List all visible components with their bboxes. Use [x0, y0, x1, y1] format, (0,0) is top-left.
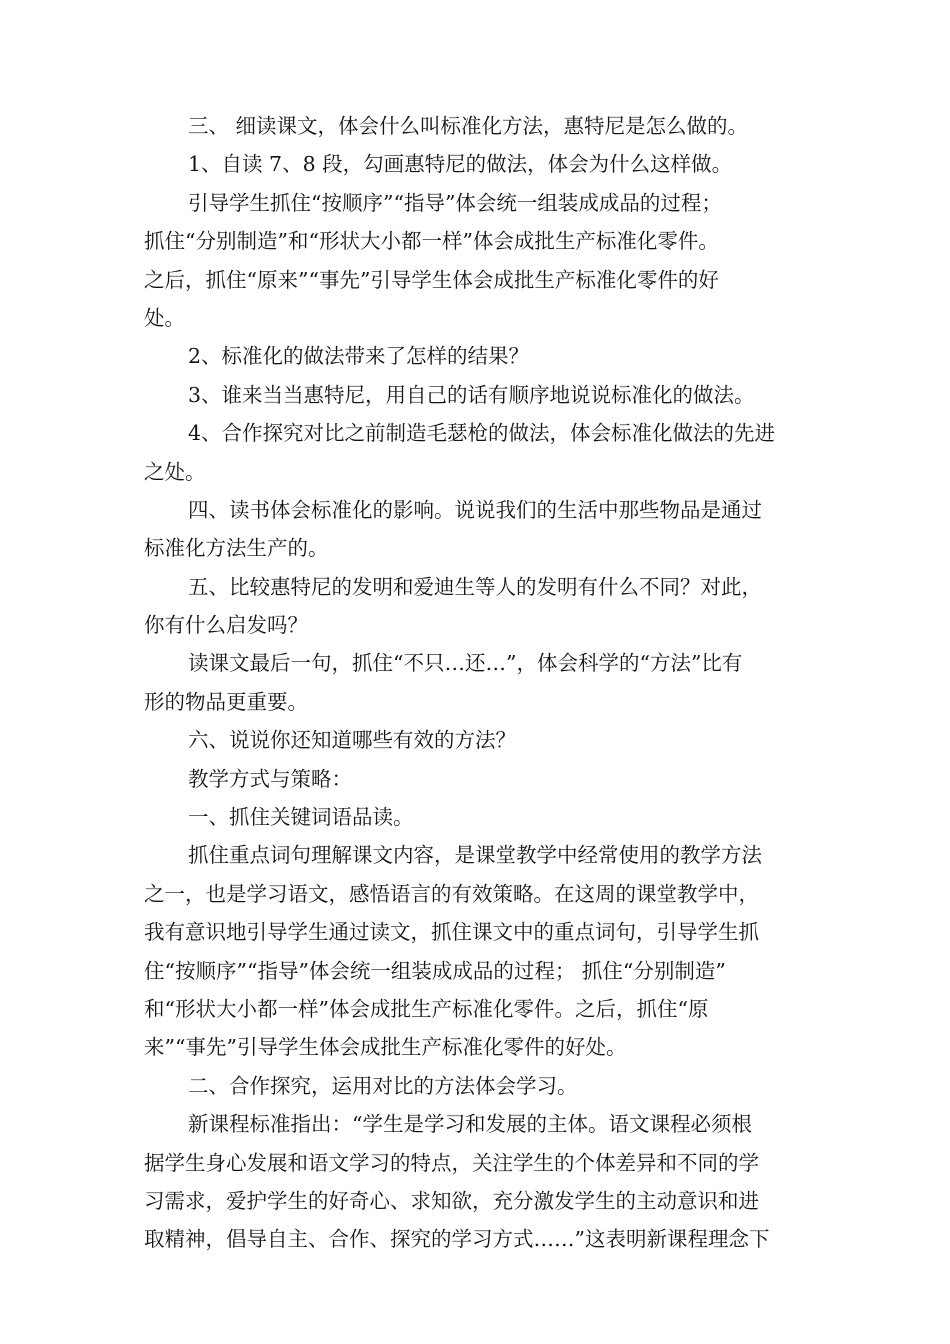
paragraph-line: 之后，抓住“原来”“事先”引导学生体会成批生产标准化零件的好: [144, 267, 719, 292]
paragraph-line: 和“形状大小都一样”体会成批生产标准化零件。之后，抓住“原: [144, 996, 709, 1021]
step-3: 3、谁来当当惠特尼，用自己的话有顺序地说说标准化的做法。: [188, 382, 755, 407]
paragraph-line: 你有什么启发吗？: [144, 613, 308, 638]
paragraph-line: 形的物品更重要。: [144, 689, 308, 714]
paragraph-line: 之处。: [144, 459, 206, 484]
paragraph-line: 读课文最后一句，抓住“不只…还…”，体会科学的“方法”比有: [188, 651, 743, 676]
paragraph-line: 抓住重点词句理解课文内容，是课堂教学中经常使用的教学方法: [188, 843, 762, 868]
paragraph-line: 处。: [144, 305, 185, 330]
paragraph-line: 标准化方法生产的。: [144, 536, 329, 561]
paragraph-line: 引导学生抓住“按顺序”“指导”体会统一组装成成品的过程；: [188, 190, 722, 215]
section-heading-6: 六、说说你还知道哪些有效的方法？: [188, 728, 516, 753]
step-2: 2、标准化的做法带来了怎样的结果？: [188, 344, 530, 369]
paragraph-line: 抓住“分别制造”和“形状大小都一样”体会成批生产标准化零件。: [144, 229, 719, 254]
paragraph-line: 取精神，倡导自主、合作、探究的学习方式……”这表明新课程理念下: [144, 1227, 770, 1252]
section-heading-3: 三、 细读课文，体会什么叫标准化方法，惠特尼是怎么做的。: [188, 114, 749, 138]
paragraph-line: 来”“事先”引导学生体会成批生产标准化零件的好处。: [144, 1035, 627, 1060]
paragraph-line: 住“按顺序”“指导”体会统一组装成成品的过程； 抓住“分别制造”: [144, 958, 726, 983]
section-heading-4: 四、读书体会标准化的影响。说说我们的生活中那些物品是通过: [188, 497, 762, 522]
section-heading-5: 五、比较惠特尼的发明和爱迪生等人的发明有什么不同？对此，: [188, 574, 762, 599]
paragraph-line: 之一，也是学习语文，感悟语言的有效策略。在这周的课堂教学中，: [144, 881, 759, 906]
step-1: 1、自读 7、8 段，勾画惠特尼的做法，体会为什么这样做。: [188, 152, 733, 177]
document-body: [144, 107, 830, 1259]
paragraph-line: 据学生身心发展和语文学习的特点，关注学生的个体差异和不同的学: [144, 1150, 759, 1175]
step-4: 4、合作探究对比之前制造毛瑟枪的做法，体会标准化做法的先进: [188, 421, 776, 446]
strategy-item-2: 二、合作探究，运用对比的方法体会学习。: [188, 1073, 578, 1098]
paragraph-line: 我有意识地引导学生通过读文，抓住课文中的重点词句，引导学生抓: [144, 920, 759, 945]
paragraph-line: 习需求，爱护学生的好奇心、求知欲，充分激发学生的主动意识和进: [144, 1188, 759, 1213]
paragraph-line: 新课程标准指出：“学生是学习和发展的主体。语文课程必须根: [188, 1112, 752, 1137]
strategy-heading: 教学方式与策略：: [188, 766, 352, 791]
strategy-item-1: 一、抓住关键词语品读。: [188, 805, 414, 830]
